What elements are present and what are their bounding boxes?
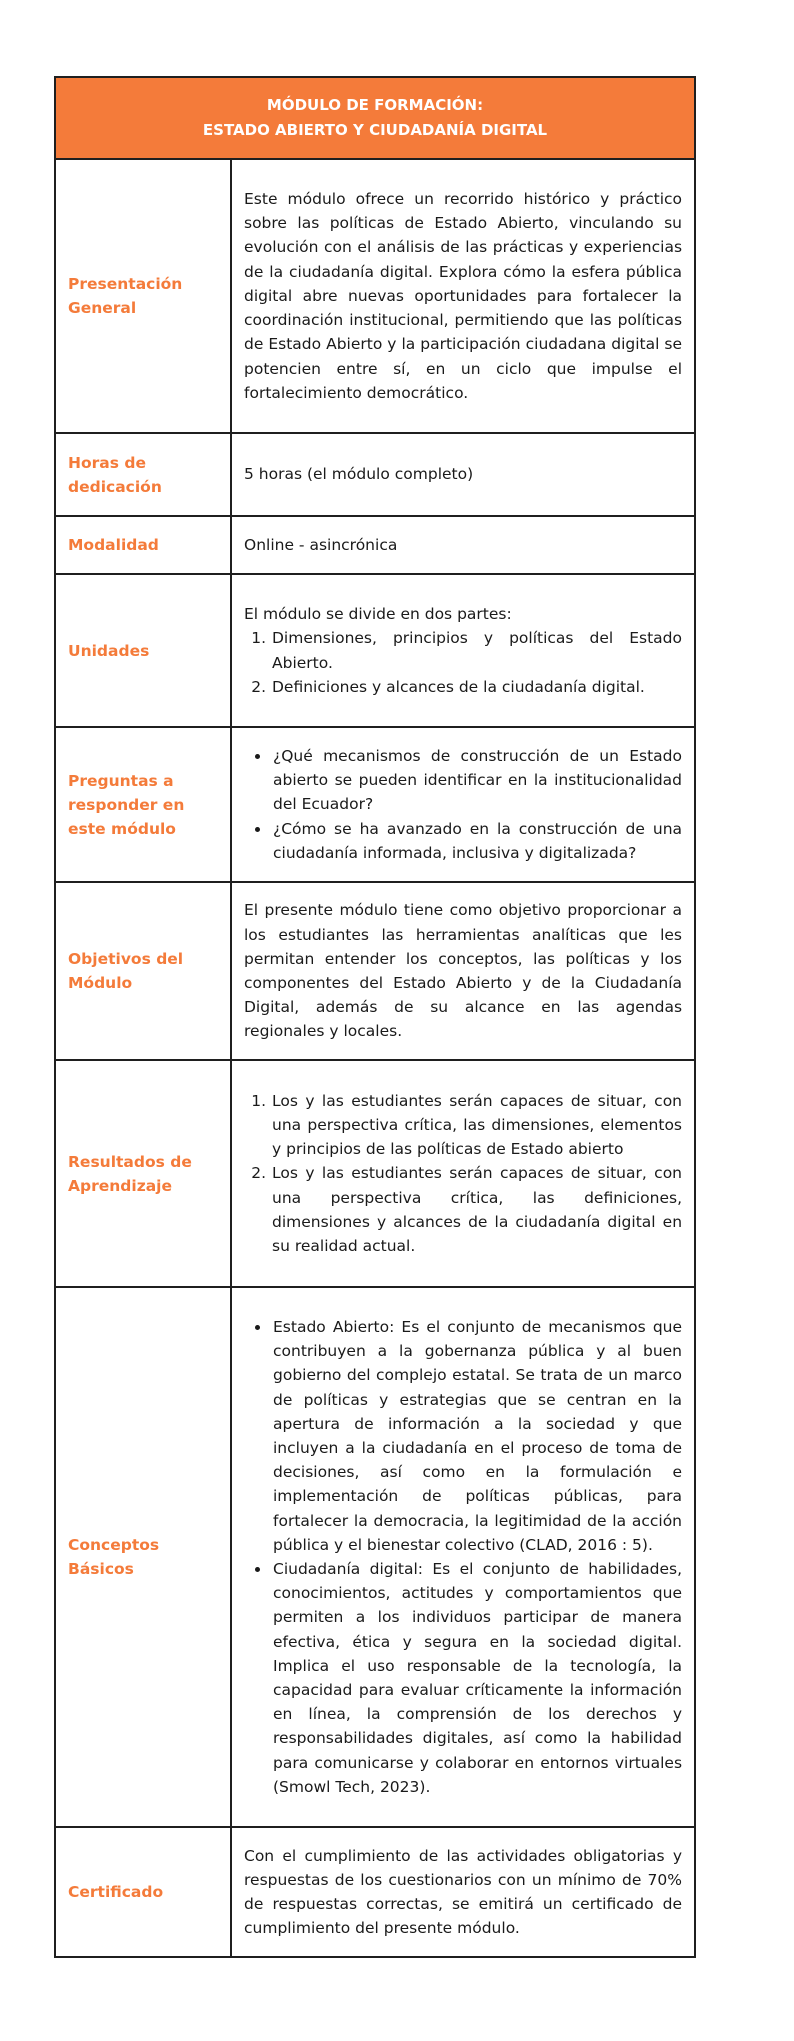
content-preguntas bbox=[231, 727, 695, 882]
list-item: 2. Definiciones y alcances de la ciudadanía digital. bbox=[271, 675, 682, 699]
label-unidades: Unidades bbox=[55, 574, 231, 727]
row-horas bbox=[55, 433, 695, 516]
module-info-table bbox=[54, 76, 696, 1958]
header-title-line1: MÓDULO DE FORMACIÓN: bbox=[266, 96, 484, 114]
label-modalidad: Modalidad bbox=[55, 516, 231, 574]
row-resultados bbox=[55, 1060, 695, 1287]
unidades-intro: El módulo se divide en dos partes: bbox=[244, 605, 512, 624]
label-horas: Horas de dedicación bbox=[55, 433, 231, 516]
objetivos-text: El presente módulo tiene como objetivo proporcionar a los estudiantes las herramientas analíticas que les permitan entender los conceptos, las políticas y los componentes del Estado Abierto y de la Ciudadanía Digital, además de su alcance en las agendas regionales y locales. bbox=[244, 901, 683, 1041]
label-objetivos: Objetivos del Módulo bbox=[55, 882, 231, 1060]
presentacion-text: Este módulo ofrece un recorrido histórico y práctico sobre las políticas de Estado Abierto, vinculando su evolución con el análisis de las prácticas y experiencias de la ciudadanía digital. Explora cómo la esfera pública digital abre nuevas oportunidades para fortalecer la coordinación institucional, permitiendo que las políticas de Estado Abierto y la participación ciudadana digital se potencien entre sí, en un ciclo que impulse el fortalecimiento democrático. bbox=[244, 190, 683, 402]
row-objetivos bbox=[55, 882, 695, 1060]
row-certificado bbox=[55, 1827, 695, 1957]
list-item: 1. Dimensiones, principios y políticas del Estado Abierto. bbox=[271, 626, 682, 674]
list-item: • Ciudadanía digital: Es el conjunto de habilidades, conocimientos, actitudes y comportamientos que permiten a los individuos participar de manera efectiva, ética y segura en la sociedad digital. Implica el uso responsable de la tecnología, la capacidad para evaluar críticamente la información en línea, la comprensión de los derechos y responsabilidades digitales, así como la habilidad para comunicarse y colaborar en entornos virtuales (Smowl Tech, 2023). bbox=[271, 1557, 682, 1799]
list-item: • ¿Qué mecanismos de construcción de un Estado abierto se pueden identificar en la institucionalidad del Ecuador? bbox=[271, 744, 682, 817]
content-modalidad bbox=[231, 516, 695, 574]
label-certificado: Certificado bbox=[55, 1827, 231, 1957]
content-conceptos bbox=[231, 1287, 695, 1827]
row-modalidad bbox=[55, 516, 695, 574]
unidades-list bbox=[244, 626, 682, 699]
label-preguntas: Preguntas a responder en este módulo bbox=[55, 727, 231, 882]
modalidad-text: Online - asincrónica bbox=[244, 535, 398, 554]
resultados-list bbox=[244, 1089, 682, 1258]
header-row bbox=[55, 77, 695, 159]
content-resultados bbox=[231, 1060, 695, 1287]
horas-text: 5 horas (el módulo completo) bbox=[244, 465, 474, 484]
list-item: 2. Los y las estudiantes serán capaces de situar, con una perspectiva crítica, las definiciones, dimensiones y alcances de la ciudadanía digital en su realidad actual. bbox=[271, 1161, 682, 1258]
label-conceptos: Conceptos Básicos bbox=[55, 1287, 231, 1827]
list-item: 1. Los y las estudiantes serán capaces de situar, con una perspectiva crítica, las dimensiones, elementos y principios de las políticas de Estado abierto bbox=[271, 1089, 682, 1162]
module-sheet bbox=[54, 76, 694, 1958]
table-header bbox=[55, 77, 695, 159]
label-presentacion: Presentación General bbox=[55, 159, 231, 433]
conceptos-list bbox=[244, 1315, 682, 1799]
content-certificado bbox=[231, 1827, 695, 1957]
row-unidades bbox=[55, 574, 695, 727]
certificado-text: Con el cumplimiento de las actividades obligatorias y respuestas de los cuestionarios con un mínimo de 70% de respuestas correctas, se emitirá un certificado de cumplimiento del presente módulo. bbox=[244, 1846, 683, 1938]
list-item: • ¿Cómo se ha avanzado en la construcción de una ciudadanía informada, inclusiva y digitalizada? bbox=[271, 817, 682, 865]
row-conceptos bbox=[55, 1287, 695, 1827]
header-title-line2: ESTADO ABIERTO Y CIUDADANÍA DIGITAL bbox=[202, 121, 548, 139]
preguntas-list bbox=[244, 744, 682, 865]
content-presentacion bbox=[231, 159, 695, 433]
content-objetivos bbox=[231, 882, 695, 1060]
row-presentacion bbox=[55, 159, 695, 433]
list-item: • Estado Abierto: Es el conjunto de mecanismos que contribuyen a la gobernanza pública y al buen gobierno del complejo estatal. Se trata de un marco de políticas y estrategias que se centran en la apertura de información a la sociedad y que incluyen a la ciudadanía en el proceso de toma de decisiones, así como en la formulación e implementación de políticas públicas, para fortalecer la democracia, la legitimidad de la acción pública y el bienestar colectivo (CLAD, 2016 : 5). bbox=[271, 1315, 682, 1557]
row-preguntas bbox=[55, 727, 695, 882]
label-resultados: Resultados de Aprendizaje bbox=[55, 1060, 231, 1287]
content-horas bbox=[231, 433, 695, 516]
content-unidades bbox=[231, 574, 695, 727]
